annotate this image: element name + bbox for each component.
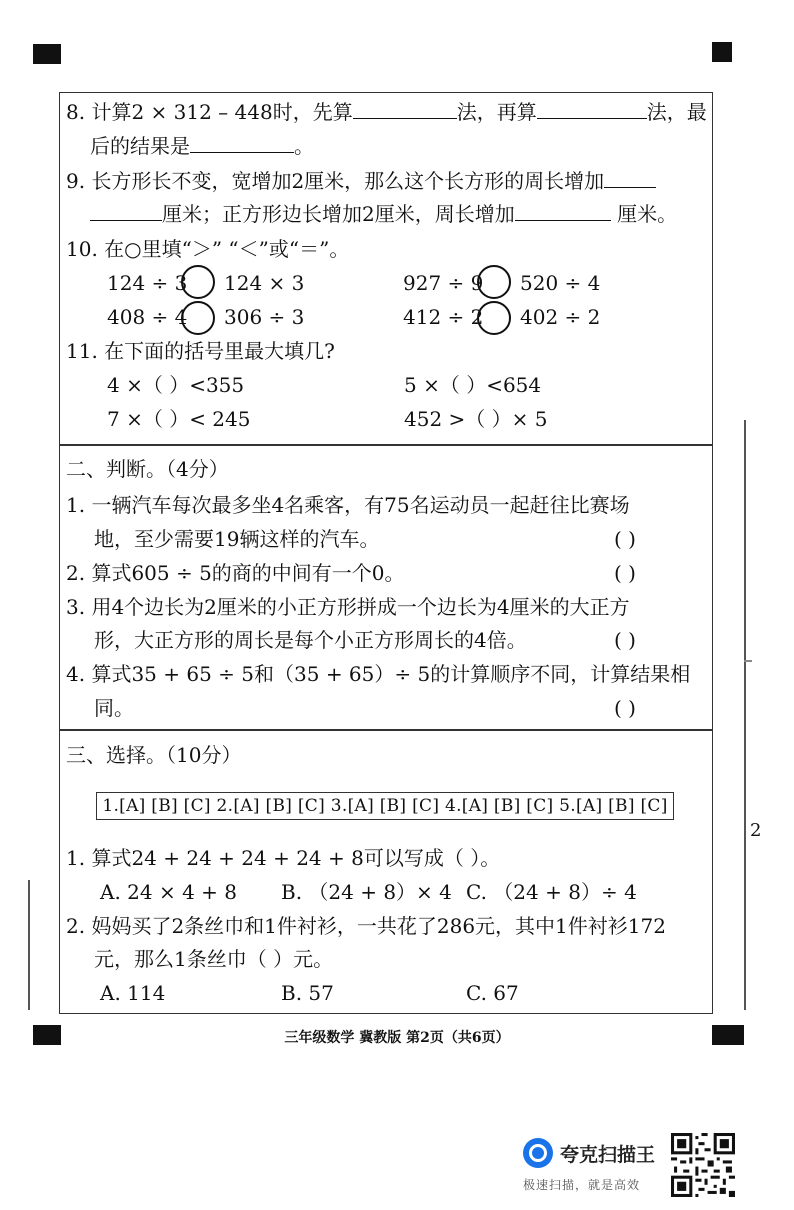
judge-q2-paren[interactable]: ( ) — [614, 561, 636, 585]
question-9-line1 — [66, 168, 656, 194]
q8-text-d: 后的结果是 — [90, 134, 190, 158]
choice-q1-option-b[interactable]: B. （24 + 8）× 4 — [281, 880, 452, 904]
compare-circle-2[interactable] — [477, 265, 511, 299]
scanner-logo — [523, 1138, 655, 1168]
q10-r2c1-right: 306 ÷ 3 — [224, 305, 305, 329]
choice-q2-option-b[interactable]: B. 57 — [281, 981, 334, 1005]
judge-q1-line1: 1. 一辆汽车每次最多坐4名乘客，有75名运动员一起赶往比赛场 — [66, 493, 630, 517]
judge-q4-line2: 同。 — [94, 696, 134, 720]
q8-blank-3[interactable] — [190, 134, 294, 153]
section3-title: 三、选择。（10分） — [66, 743, 242, 767]
answer-bubble-box[interactable]: 1.[A] [B] [C] 2.[A] [B] [C] 3.[A] [B] [C] 4.[A] [B] [C] 5.[A] [B] [C] — [96, 792, 674, 820]
q9-blank-1[interactable] — [604, 169, 656, 188]
choice-q2-option-a[interactable]: A. 114 — [100, 981, 166, 1005]
side-page-number: 2 — [750, 820, 762, 841]
question-10-title: 10. 在○里填“＞” “＜”或“＝”。 — [66, 237, 350, 261]
quark-logo-icon — [523, 1138, 553, 1168]
judge-q3-line2: 形，大正方形的周长是每个小正方形周长的4倍。 — [94, 628, 527, 652]
compare-circle-3[interactable] — [181, 301, 215, 335]
section2-title: 二、判断。（4分） — [66, 457, 229, 481]
choice-q1: 1. 算式24 + 24 + 24 + 24 + 8可以写成（ ）。 — [66, 846, 501, 870]
q9-text-c: 厘米。 — [617, 202, 678, 226]
registration-mark-top-right — [712, 42, 732, 62]
judge-q4-paren[interactable]: ( ) — [614, 696, 636, 720]
q10-r2c2-right: 402 ÷ 2 — [520, 305, 601, 329]
choice-q2-option-c[interactable]: C. 67 — [466, 981, 519, 1005]
q11-item-b[interactable]: 5 ×（ ）<654 — [404, 373, 542, 397]
divider-section3 — [59, 729, 713, 731]
q11-item-c[interactable]: 7 ×（ ）< 245 — [107, 407, 251, 431]
q10-r1c1-right: 124 × 3 — [224, 271, 305, 295]
q11-item-a[interactable]: 4 ×（ ）<355 — [107, 373, 245, 397]
judge-q1-paren[interactable]: ( ) — [614, 527, 636, 551]
question-8-line1 — [66, 99, 707, 125]
judge-q3-line1: 3. 用4个边长为2厘米的小正方形拼成一个边长为4厘米的大正方 — [66, 595, 630, 619]
judge-q3-paren[interactable]: ( ) — [614, 628, 636, 652]
scanner-logo-title: 夸克扫描王 — [560, 1143, 656, 1166]
q8-blank-2[interactable] — [537, 100, 647, 119]
choice-q2-line1: 2. 妈妈买了2条丝巾和1件衬衫，一共花了286元，其中1件衬衫172 — [66, 914, 666, 938]
q9-text-b: 厘米；正方形边长增加2厘米，周长增加 — [162, 202, 515, 226]
q9-text-a: 9. 长方形长不变，宽增加2厘米，那么这个长方形的周长增加 — [66, 169, 605, 193]
choice-q2-line2: 元，那么1条丝巾（ ）元。 — [94, 947, 334, 971]
compare-circle-1[interactable] — [181, 265, 215, 299]
q10-r1c1-left: 124 ÷ 3 — [107, 271, 188, 295]
question-frame — [59, 92, 713, 1014]
scan-edge-left — [28, 880, 30, 1010]
q10-r1c2-right: 520 ÷ 4 — [520, 271, 601, 295]
question-11-title: 11. 在下面的括号里最大填几? — [66, 339, 335, 363]
question-8-line2 — [90, 133, 314, 159]
q10-r2c1-left: 408 ÷ 4 — [107, 305, 188, 329]
q8-blank-1[interactable] — [353, 100, 457, 119]
q8-text-a: 8. 计算2 × 312 – 448时，先算 — [66, 100, 353, 124]
qr-code-icon — [671, 1133, 735, 1197]
q8-text-e: 。 — [294, 134, 314, 158]
judge-q4-line1: 4. 算式35 + 65 ÷ 5和（35 + 65）÷ 5的计算顺序不同，计算结果相 — [66, 662, 691, 686]
q9-blank-2[interactable] — [515, 202, 611, 221]
judge-q2: 2. 算式605 ÷ 5的商的中间有一个0。 — [66, 561, 405, 585]
q8-text-b: 法，再算 — [456, 100, 537, 124]
q11-item-d[interactable]: 452 >（ ）× 5 — [404, 407, 548, 431]
q10-r2c2-left: 412 ÷ 2 — [403, 305, 484, 329]
registration-mark-top-left — [33, 44, 61, 64]
q9-blank-1-cont[interactable] — [90, 202, 162, 221]
judge-q1-line2: 地，至少需要19辆这样的汽车。 — [94, 527, 380, 551]
choice-q1-option-a[interactable]: A. 24 × 4 + 8 — [100, 880, 238, 904]
compare-circle-4[interactable] — [477, 301, 511, 335]
divider-section2 — [59, 444, 713, 446]
question-9-line2 — [90, 201, 677, 227]
q8-text-c: 法，最 — [646, 100, 707, 124]
scan-edge-right-tick — [744, 660, 752, 662]
page-footer: 三年级数学 冀教版 第2页（共6页） — [284, 1030, 510, 1046]
q10-r1c2-left: 927 ÷ 9 — [403, 271, 484, 295]
scanner-logo-subtitle: 极速扫描，就是高效 — [523, 1178, 641, 1192]
choice-q1-option-c[interactable]: C. （24 + 8）÷ 4 — [466, 880, 637, 904]
scan-edge-right — [744, 420, 746, 1010]
